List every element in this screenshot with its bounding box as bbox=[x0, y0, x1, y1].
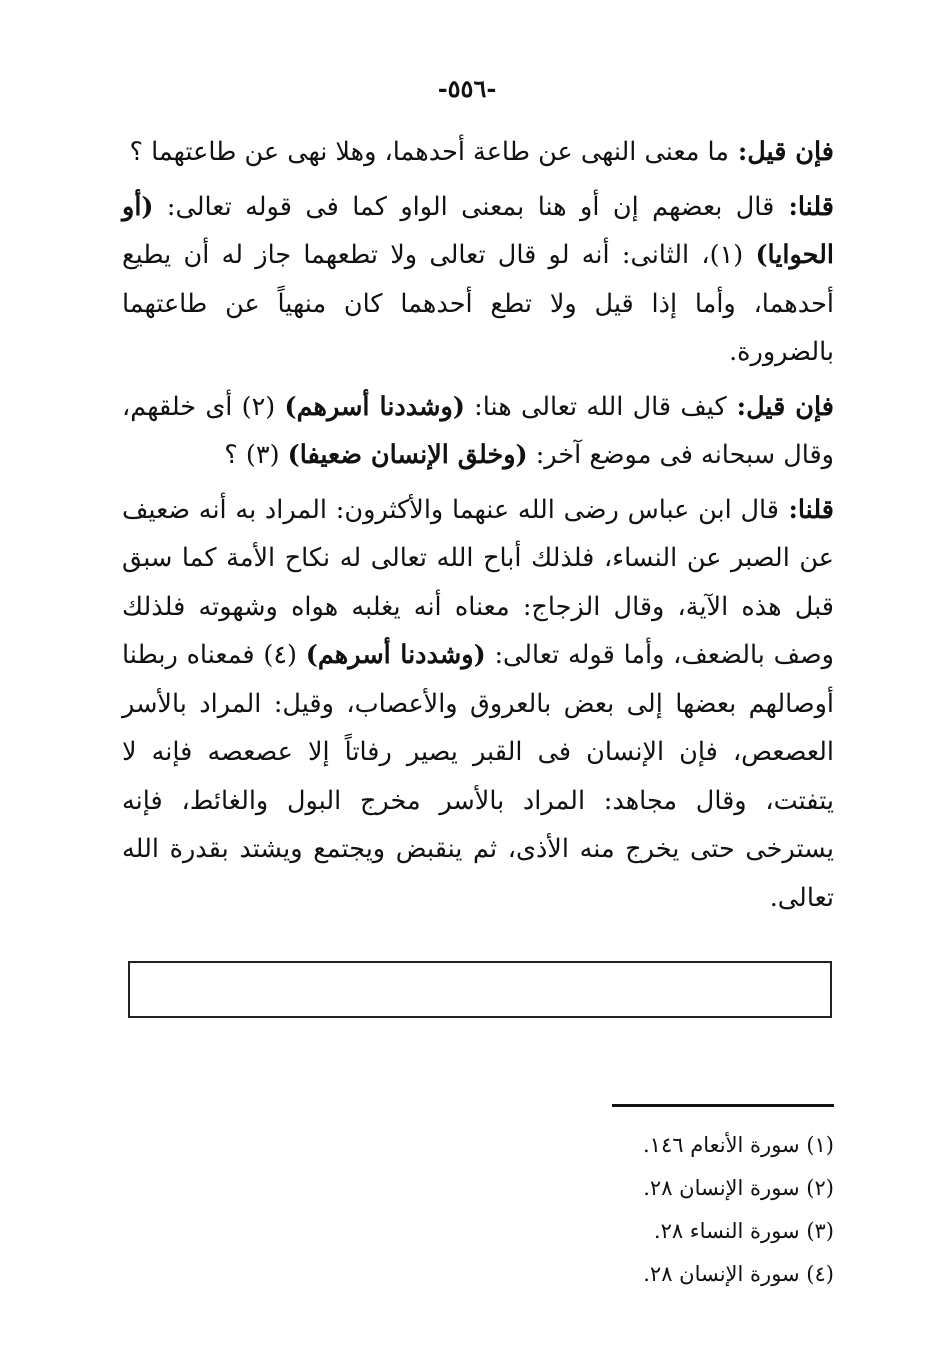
answer-text: (١)، الثانى: أنه لو قال تعالى ولا تطعهما جاز له أن يطيع أحدهما، وأما إذا قيل ولا تطع أحدهما كان منهياً عن طاعتهما بالضرورة. bbox=[122, 240, 834, 367]
footnote-2: (٢) سورة الإنسان ٢٨. bbox=[643, 1176, 834, 1200]
quran-quote: (وشددنا أسرهم) bbox=[305, 640, 486, 670]
footnote-separator bbox=[612, 1104, 834, 1107]
question-text: (٢) أى خلقهم، وقال سبحانه فى موضع آخر: bbox=[122, 391, 834, 470]
question-label: فإن قيل: bbox=[728, 137, 834, 167]
question-label: فإن قيل: bbox=[726, 391, 834, 422]
answer-label: قلنا: bbox=[778, 494, 834, 525]
question-text: كيف قال الله تعالى هنا: bbox=[464, 391, 727, 422]
paragraph-answer-1 bbox=[122, 183, 834, 377]
question-text: ما معنى النهى عن طاعة أحدهما، وهلا نهى عن طاعتهما ؟ bbox=[129, 137, 729, 167]
answer-text: قال بعضهم إن أو هنا بمعنى الواو كما فى قوله تعالى: bbox=[153, 191, 775, 222]
quran-quote: (وخلق الإنسان ضعيفا) bbox=[287, 440, 528, 470]
answer-text: (٤) فمعناه ربطنا أوصالهم بعضها إلى بعض بالعروق والأعصاب، وقيل: المراد بالأسر العصعص، فإن الإنسان فى القبر يصير رفاتاً إلا عصعصه فإنه لا يتفتت، وقال مجاهد: المراد بالأسر مخرج البول والغائط، فإنه يسترخى حتى يخرج منه الأذى، ثم ينقبض ويجتمع ويشتد بقدرة الله تعالى. bbox=[122, 640, 834, 913]
footnote-1: (١) سورة الأنعام ١٤٦. bbox=[642, 1133, 834, 1157]
answer-text: قال ابن عباس رضى الله عنهما والأكثرون: المراد به أنه ضعيف عن الصبر عن النساء، فلذلك أباح الله تعالى له نكاح الأمة كما سبق قبل هذه الآية، وقال الزجاج: معناه أنه يغلبه هواه وشهوته فلذلك وصف بالضعف، وأما قوله تعالى: bbox=[122, 494, 834, 670]
question-text: (٣) ؟ bbox=[224, 440, 288, 470]
footnotes bbox=[560, 1124, 834, 1296]
quran-quote: (أو الحوايا) bbox=[122, 191, 834, 270]
page-number: -٥٥٦- bbox=[437, 74, 497, 103]
paragraph-answer-2 bbox=[122, 486, 834, 923]
body-text bbox=[122, 128, 834, 928]
answer-label: قلنا: bbox=[774, 191, 834, 222]
quran-quote: (وشددنا أسرهم) bbox=[284, 391, 465, 422]
paragraph-question-1 bbox=[122, 128, 834, 177]
footnote-3: (٣) سورة النساء ٢٨. bbox=[653, 1219, 834, 1243]
paragraph-question-2 bbox=[122, 383, 834, 480]
empty-frame-box bbox=[128, 961, 832, 1018]
footnote-4: (٤) سورة الإنسان ٢٨. bbox=[643, 1262, 834, 1286]
